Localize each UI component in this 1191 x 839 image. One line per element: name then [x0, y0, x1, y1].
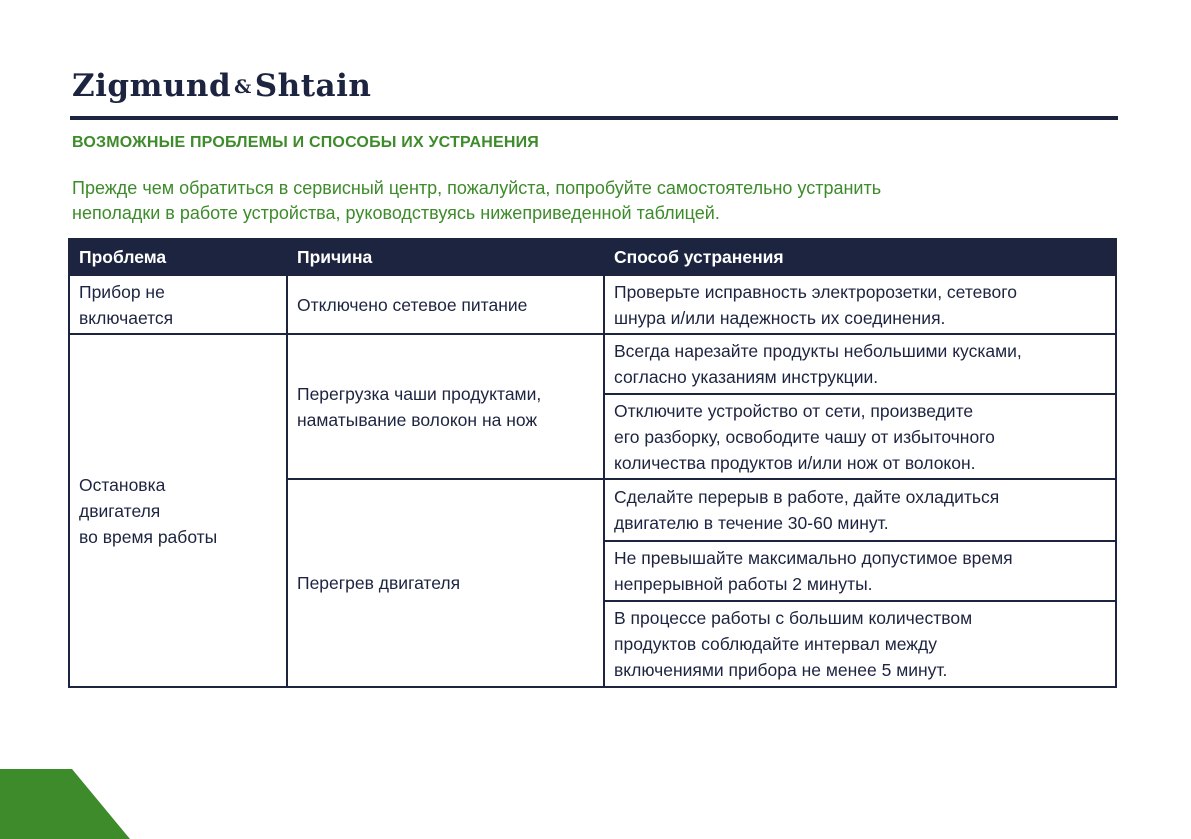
cause-text: Отключено сетевое питание — [297, 294, 528, 315]
solution-cell — [604, 334, 1116, 394]
table-header-row — [69, 239, 1116, 275]
table-row — [69, 275, 1116, 334]
header-cause: Причина — [287, 239, 604, 275]
problem-text: Остановка двигателя во время работы — [79, 474, 218, 547]
header-solution: Способ устранения — [604, 239, 1116, 275]
solution-cell — [604, 275, 1116, 334]
brand-logo — [72, 68, 371, 104]
brand-ampersand: & — [234, 76, 252, 98]
solution-text: Не превышайте максимально допустимое время непрерывной работы 2 минуты. — [614, 548, 1013, 594]
problem-text: Прибор не включается — [79, 281, 174, 328]
cause-cell — [287, 479, 604, 687]
intro-line-1: Прежде чем обратиться в сервисный центр, пожалуйста, попробуйте самостоятельно устранить — [72, 178, 882, 198]
intro-line-2: неполадки в работе устройства, руководствуясь нижеприведенной таблицей. — [72, 203, 720, 223]
solution-text: Проверьте исправность электророзетки, сетевого шнура и/или надежность их соединения. — [614, 281, 1017, 328]
problem-cell — [69, 334, 287, 687]
solution-cell — [604, 601, 1116, 687]
brand-name-part2: Shtain — [254, 68, 372, 104]
brand-name-part1: Zigmund — [72, 68, 232, 104]
solution-cell — [604, 541, 1116, 601]
intro-paragraph — [72, 176, 1112, 226]
cause-text: Перегрузка чаши продуктами, наматывание волокон на нож — [297, 383, 542, 430]
cause-cell — [287, 275, 604, 334]
solution-cell — [604, 394, 1116, 479]
table-row — [69, 334, 1116, 394]
corner-decoration — [0, 769, 130, 839]
header-problem: Проблема — [69, 239, 287, 275]
header-divider — [70, 116, 1118, 120]
troubleshooting-table — [68, 238, 1117, 688]
cause-text: Перегрев двигателя — [297, 573, 461, 593]
solution-cell — [604, 479, 1116, 541]
problem-cell — [69, 275, 287, 334]
section-title: ВОЗМОЖНЫЕ ПРОБЛЕМЫ И СПОСОБЫ ИХ УСТРАНЕНИЯ — [72, 134, 539, 151]
solution-text: В процессе работы с большим количеством продуктов соблюдайте интервал между включениями прибора не менее 5 минут. — [614, 608, 973, 680]
solution-text: Сделайте перерыв в работе, дайте охладиться двигателю в течение 30-60 минут. — [614, 487, 1000, 533]
solution-text: Всегда нарезайте продукты небольшими кусками, согласно указаниям инструкции. — [614, 341, 1022, 387]
cause-cell — [287, 334, 604, 479]
solution-text: Отключите устройство от сети, произведите его разборку, освободите чашу от избыточного количества продуктов и/или нож от волокон. — [614, 400, 995, 473]
